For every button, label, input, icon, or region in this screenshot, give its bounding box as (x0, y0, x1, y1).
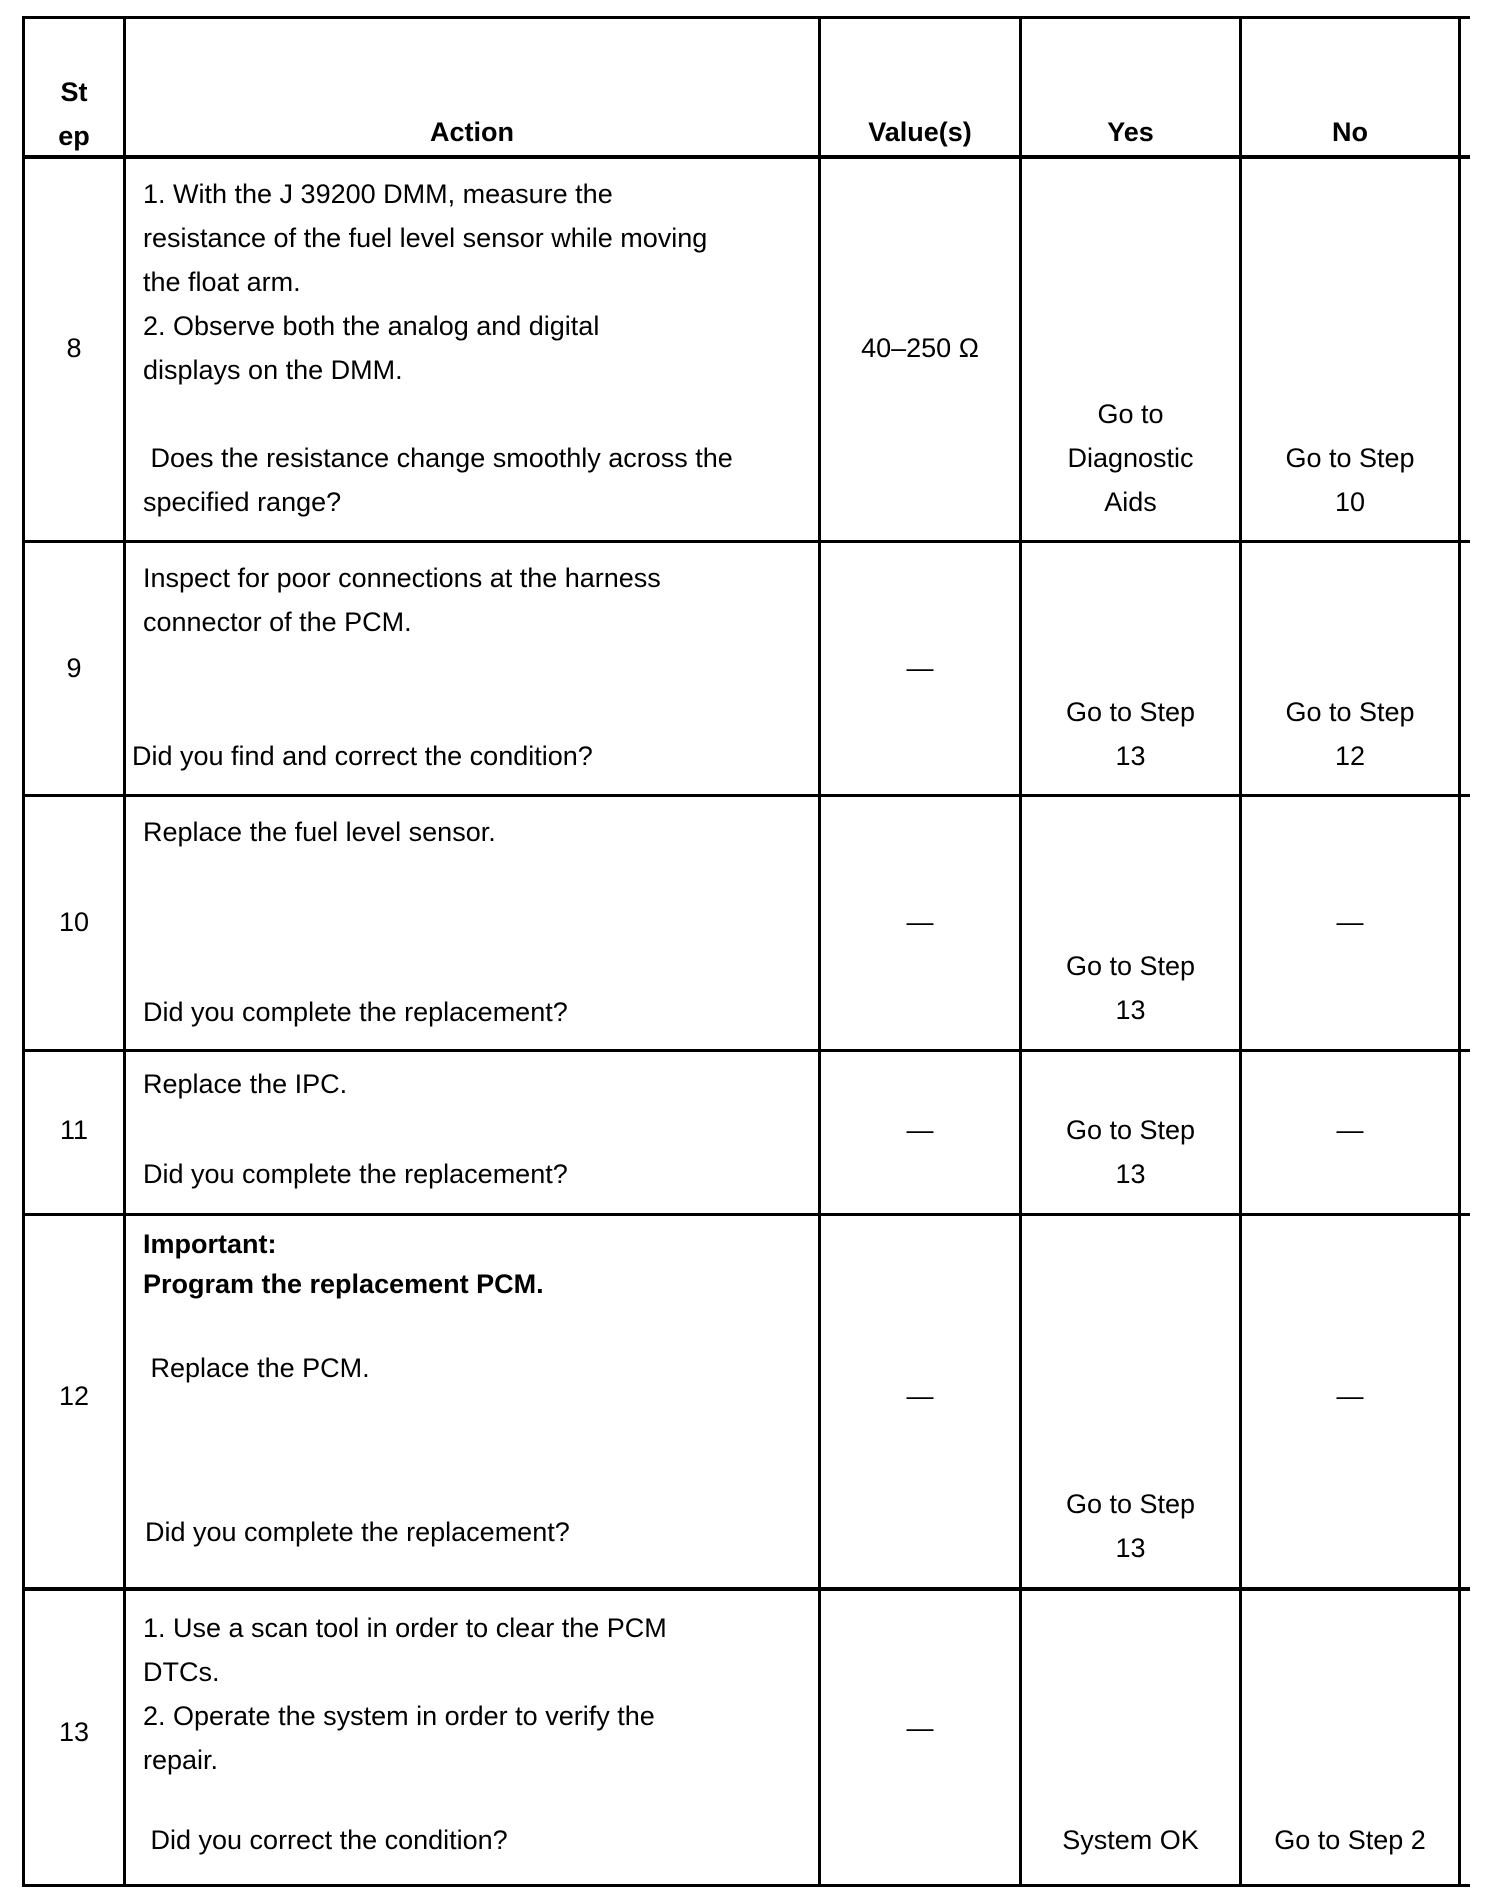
action-line: Replace the PCM. (143, 1353, 370, 1383)
header-values: Value(s) (868, 117, 972, 147)
value-cell: — (906, 1381, 934, 1411)
no-cell: — (1336, 907, 1364, 937)
no-cell: — (1336, 1381, 1364, 1411)
step-number: 12 (58, 1381, 90, 1411)
header-step (25, 70, 123, 158)
action-line: DTCs. (143, 1657, 220, 1687)
table-border-bottom (22, 1884, 1470, 1887)
question-line: Did you complete the replacement? (143, 997, 568, 1027)
value-cell: — (906, 907, 934, 937)
action-line: 1. With the J 39200 DMM, measure the (143, 179, 613, 209)
action-line: resistance of the fuel level sensor while moving (143, 223, 708, 253)
action-line: 2. Observe both the analog and digital (143, 311, 600, 341)
yes-line: 13 (1115, 995, 1146, 1025)
no-line: 12 (1334, 741, 1366, 771)
question-line: Did you find and correct the condition? (132, 741, 593, 771)
no-line: Go to Step (1285, 443, 1415, 473)
column-divider (123, 16, 126, 1887)
yes-cell: System OK (1062, 1825, 1199, 1855)
no-line: Go to Step (1285, 697, 1415, 727)
action-line: 1. Use a scan tool in order to clear the PCM (143, 1613, 667, 1643)
yes-cell (1022, 392, 1239, 524)
yes-line: Aids (1104, 487, 1157, 517)
row-divider (22, 540, 1470, 543)
header-bottom-rule (22, 155, 1470, 159)
action-line: repair. (143, 1745, 219, 1775)
important-text: Program the replacement PCM. (143, 1269, 544, 1299)
header-action: Action (430, 117, 514, 147)
yes-cell (1022, 1108, 1239, 1196)
yes-line: Go to Step (1065, 1489, 1196, 1519)
step-number: 13 (58, 1717, 90, 1747)
step-number: 10 (58, 907, 90, 937)
yes-cell (1022, 1482, 1239, 1570)
step-number: 8 (66, 333, 82, 363)
no-cell: — (1336, 1115, 1364, 1145)
no-cell (1242, 690, 1458, 778)
step-number: 11 (59, 1115, 89, 1145)
yes-line: 13 (1115, 741, 1146, 771)
value-cell: — (906, 1115, 934, 1145)
yes-line: 13 (1115, 1159, 1146, 1189)
yes-line: Go to Step (1065, 1115, 1196, 1145)
table-border-left (22, 16, 25, 1887)
action-line: Replace the IPC. (143, 1069, 348, 1099)
value-cell: 40–250 Ω (861, 333, 979, 363)
row-divider (22, 794, 1470, 797)
yes-line: Go to Step (1065, 951, 1196, 981)
step-number: 9 (66, 653, 82, 683)
row-divider (22, 1587, 1470, 1591)
yes-line: Diagnostic (1067, 443, 1194, 473)
table-border-top (22, 16, 1470, 19)
value-cell: — (906, 653, 934, 683)
header-no: No (1332, 117, 1368, 147)
action-line: Inspect for poor connections at the harness (143, 563, 661, 593)
column-divider (1239, 16, 1242, 1887)
question-line: Did you complete the replacement? (145, 1517, 570, 1547)
question-line: Did you correct the condition? (143, 1825, 508, 1855)
action-line: 2. Operate the system in order to verify the (143, 1701, 655, 1731)
header-step-line1: St (60, 77, 88, 107)
question-line: specified range? (143, 487, 342, 517)
question-line: Did you complete the replacement? (143, 1159, 568, 1189)
row-divider (22, 1213, 1470, 1216)
row-divider (22, 1049, 1470, 1052)
action-line: the float arm. (143, 267, 301, 297)
header-yes: Yes (1107, 117, 1154, 147)
yes-line: Go to (1097, 399, 1164, 429)
header-step-line2: ep (58, 121, 90, 151)
yes-line: 13 (1115, 1533, 1146, 1563)
value-cell: — (906, 1713, 934, 1743)
important-label: Important: (143, 1229, 277, 1259)
question-line: Does the resistance change smoothly across the (143, 443, 733, 473)
no-line: 10 (1334, 487, 1366, 517)
action-line: Replace the fuel level sensor. (143, 817, 496, 847)
column-divider (818, 16, 821, 1887)
table-border-right (1458, 16, 1461, 1887)
action-line: displays on the DMM. (143, 355, 403, 385)
yes-cell (1022, 690, 1239, 778)
no-cell (1242, 436, 1458, 524)
no-cell: Go to Step 2 (1274, 1825, 1426, 1855)
yes-cell (1022, 944, 1239, 1032)
yes-line: Go to Step (1065, 697, 1196, 727)
action-line: connector of the PCM. (143, 607, 412, 637)
